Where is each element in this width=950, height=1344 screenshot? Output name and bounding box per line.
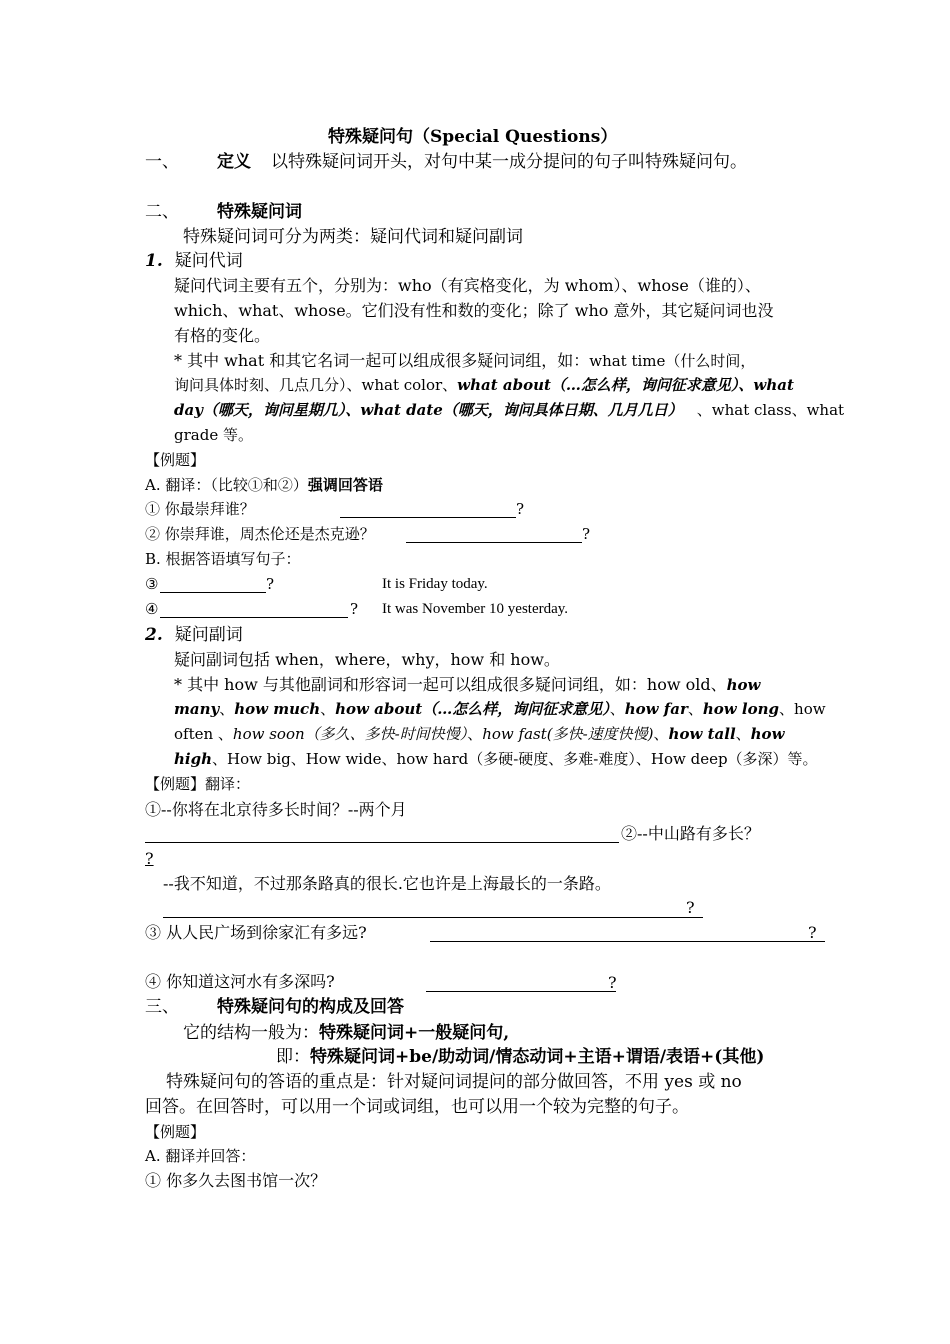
section-2-line [145, 203, 302, 223]
section-2-number: 二、 [145, 202, 179, 222]
example-1-q4-answer: It was November 10 yesterday. [382, 601, 569, 617]
adverb-how-tall: how tall [668, 725, 736, 743]
example-1-q2-end: ? [582, 525, 591, 543]
pronoun-line-6-b: 、what class、what [696, 401, 845, 419]
adverb-sep: 、 [219, 700, 235, 718]
example-1-q2-blank[interactable] [406, 542, 582, 543]
pronoun-line-4 [174, 352, 755, 370]
example-2-label: 【例题】翻译： [145, 775, 251, 793]
pronoun-line-5 [174, 377, 794, 394]
example-2-q2-blank[interactable] [163, 917, 703, 918]
pronoun-line-1: 疑问代词主要有五个，分别为：who（有宾格变化，为 whom）、whose（谁的）、 [174, 276, 761, 295]
pronoun-line-6-a: day（哪天，询问星期几）、what date（哪天，询问具体日期、几月几日） [174, 401, 683, 419]
adverb-line-5-rest: 、How big、How wide、how hard（多硬-硬度、多难-难度）、How deep（多深）等。 [212, 750, 818, 768]
example-1-q3-num: ③ [145, 575, 159, 593]
pronoun-line-5-a: 询问具体时刻、几点几分）、what color、 [174, 376, 458, 394]
adverb-many: many [174, 700, 220, 718]
adverb-line-1: 疑问副词包括 when，where，why，how 和 how。 [174, 650, 560, 669]
example-2-q1-blank[interactable] [145, 842, 619, 843]
pronoun-line-4-b: what time（什么时间， [589, 352, 756, 370]
example-2-q2-mark: ? [145, 849, 154, 868]
example-2-q2-end: ? [686, 898, 695, 917]
adverb-sep: 、 [467, 725, 483, 743]
adverb-how-much: how much [234, 700, 321, 718]
example-1-a-prefix: A. 翻译：（比较①和②） [145, 476, 308, 494]
example-1-q3-answer: It is Friday today. [382, 576, 488, 592]
section-3-number: 三、 [145, 997, 179, 1017]
page-title: 特殊疑问句（Special Questions） [328, 127, 618, 147]
adverb-high: high [174, 750, 212, 768]
pronoun-line-2: which、what、whose。它们没有性和数的变化；除了 who 意外，其它疑问词也没 [174, 301, 774, 320]
example-2-q1: ①--你将在北京待多长时间？--两个月 [145, 800, 407, 819]
adverb-how-long: how long [702, 700, 780, 718]
section-1-definition: 以特殊疑问词开头，对句中某一成分提问的句子叫特殊疑问句。 [271, 152, 747, 172]
section-1-number: 一、 [145, 152, 179, 172]
example-2-q4-end: ? [608, 973, 617, 992]
adverb-sep: 、 [653, 725, 669, 743]
subsection-2-heading: 疑问副词 [174, 625, 243, 645]
example-1-q1-blank[interactable] [340, 517, 516, 518]
structure-line-2 [276, 1048, 764, 1068]
adverb-sep: 、 [687, 700, 703, 718]
example-1-q4-end: ? [350, 600, 359, 618]
example-3-q1: ① 你多久去图书馆一次？ [145, 1171, 327, 1190]
adverb-how-soon: how soon（多久、多快-时间快慢） [232, 725, 468, 743]
example-3-a: A. 翻译并回答： [145, 1147, 256, 1165]
example-1-q1: ① 你最崇拜谁？ [145, 500, 255, 518]
adverb-how-fast: how fast(多快-速度快慢) [482, 725, 654, 743]
example-1-a-emphasis: 强调回答语 [307, 476, 383, 494]
subsection-2-line [145, 626, 243, 646]
adverb-line-3 [174, 701, 826, 718]
adverb-line-2-a: * 其中 how 与其他副词和形容词一起可以组成很多疑问词组，如：how old、 [174, 675, 727, 694]
section-2-heading: 特殊疑问词 [217, 202, 302, 222]
example-2-q2: ②--中山路有多长？ [621, 824, 760, 843]
structure-line-2-a: 即： [276, 1047, 310, 1067]
pronoun-line-6 [174, 402, 844, 419]
adverb-line-2 [174, 676, 760, 694]
adverb-line-5 [174, 751, 818, 768]
answer-note-line-1: 特殊疑问句的答语的重点是：针对疑问词提问的部分做回答，不用 yes 或 no [166, 1072, 742, 1092]
adverb-how-about: how about（…怎么样，询问征求意见） [335, 700, 610, 718]
adverb-sep: 、 [320, 700, 336, 718]
example-1-label: 【例题】 [145, 451, 206, 469]
adverb-how-far: how far [624, 700, 688, 718]
adverb-sep: 、 [609, 700, 625, 718]
structure-line-1 [183, 1024, 509, 1044]
section-1-heading: 定义 [217, 152, 251, 172]
example-1-q2: ② 你崇拜谁，周杰伦还是杰克逊？ [145, 525, 375, 543]
example-2-q4: ④ 你知道这河水有多深吗? [145, 972, 335, 991]
adverb-often: often 、 [174, 725, 233, 743]
section-2-intro: 特殊疑问词可分为两类：疑问代词和疑问副词 [183, 227, 523, 247]
adverb-line-2-b: how [726, 676, 761, 694]
structure-line-1-b: 特殊疑问词+一般疑问句, [319, 1023, 510, 1043]
example-3-label: 【例题】 [145, 1123, 206, 1141]
example-1-q4-blank[interactable] [160, 617, 348, 618]
adverb-sep: 、 [735, 725, 751, 743]
pronoun-line-7: grade 等。 [174, 426, 253, 444]
example-2-q3-end: ? [808, 923, 817, 942]
subsection-1-number: 1. [145, 251, 163, 271]
pronoun-line-4-a: * 其中 what 和其它名词一起可以组成很多疑问词组，如： [174, 351, 590, 370]
section-3-line [145, 998, 404, 1018]
answer-note-line-2: 回答。在回答时，可以用一个词或词组，也可以用一个较为完整的句子。 [145, 1097, 689, 1117]
example-1-a-line [145, 477, 383, 494]
example-2-q2-reply: --我不知道，不过那条路真的很长.它也许是上海最长的一条路。 [163, 874, 611, 893]
subsection-2-number: 2. [145, 625, 163, 645]
example-2-q3: ③ 从人民广场到徐家汇有多远? [145, 923, 367, 942]
adverb-how: how [750, 725, 785, 743]
example-2-q3-blank[interactable] [430, 941, 825, 942]
pronoun-line-3: 有格的变化。 [174, 326, 271, 345]
pronoun-line-5-b: what about（…怎么样，询问征求意见）、what [457, 376, 794, 394]
example-1-q4-num: ④ [145, 600, 159, 618]
example-2-q4-blank[interactable] [426, 991, 616, 992]
example-1-q3-blank[interactable] [160, 592, 266, 593]
subsection-1-heading: 疑问代词 [174, 251, 243, 271]
section-1-line [145, 153, 747, 173]
adverb-line-4 [174, 726, 784, 743]
structure-line-2-b: 特殊疑问词+be/助动词/情态动词+主语+谓语/表语+(其他) [310, 1047, 765, 1067]
example-1-q3-end: ? [266, 575, 275, 593]
adverb-how: 、how [779, 700, 826, 718]
subsection-1-line [145, 252, 243, 272]
example-1-b: B. 根据答语填写句子： [145, 550, 301, 568]
structure-line-1-a: 它的结构一般为： [183, 1023, 319, 1043]
section-3-heading: 特殊疑问句的构成及回答 [217, 997, 404, 1017]
example-1-q1-end: ? [516, 500, 525, 518]
